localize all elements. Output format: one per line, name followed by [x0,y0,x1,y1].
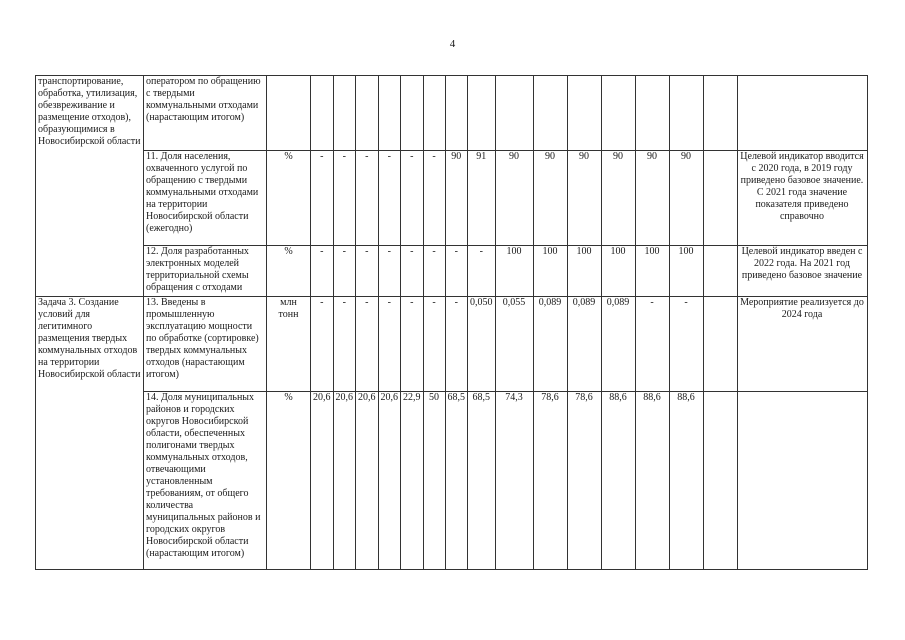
value-cell: 90 [669,151,703,246]
value-cell: - [635,297,669,392]
value-cell [356,76,379,151]
unit-cell [267,76,311,151]
value-cell: 74,3 [495,392,533,570]
value-cell: - [311,151,334,246]
value-cell: - [445,297,468,392]
value-cell: 100 [601,246,635,297]
value-cell: - [468,246,496,297]
value-cell: - [378,246,401,297]
value-cell [378,76,401,151]
value-cell: 0,089 [601,297,635,392]
value-cell: 78,6 [567,392,601,570]
value-cell: 68,5 [445,392,468,570]
value-cell: - [423,297,445,392]
table-row [36,392,868,570]
value-cell: - [423,151,445,246]
value-cell [495,76,533,151]
task-cell: транспортирование, обработка, утилизация, обезвреживание и размещение отходов), образующимися в Новосибирской области [36,76,144,297]
note-cell: Целевой индикатор введен с 2022 года. На 2021 год приведено базовое значение [737,246,867,297]
unit-cell: % [267,151,311,246]
value-cell: 22,9 [401,392,424,570]
value-cell: - [311,246,334,297]
indicator-cell: 11. Доля населения, охваченного услугой по обращению с твердыми коммунальными отходами на территории Новосибирской области (ежегодно) [144,151,267,246]
value-cell: 90 [495,151,533,246]
value-cell: 0,089 [567,297,601,392]
note-cell: Мероприятие реализуется до 2024 года [737,297,867,392]
value-cell [703,392,737,570]
value-cell [703,246,737,297]
value-cell [311,76,334,151]
value-cell: - [333,151,356,246]
value-cell: - [669,297,703,392]
value-cell: 91 [468,151,496,246]
value-cell [468,76,496,151]
value-cell: 0,089 [533,297,567,392]
table-row [36,76,868,151]
value-cell: - [401,151,424,246]
value-cell: - [378,297,401,392]
value-cell: - [378,151,401,246]
unit-cell: млн тонн [267,297,311,392]
value-cell: - [356,151,379,246]
value-cell [703,76,737,151]
value-cell [635,76,669,151]
value-cell: - [311,297,334,392]
value-cell: 20,6 [333,392,356,570]
value-cell: - [333,297,356,392]
value-cell: 90 [445,151,468,246]
unit-cell: % [267,392,311,570]
value-cell: 100 [635,246,669,297]
value-cell: 78,6 [533,392,567,570]
value-cell: 0,055 [495,297,533,392]
value-cell [703,297,737,392]
indicator-cell: 14. Доля муниципальных районов и городских округов Новосибирской области, обеспеченных полигонами твердых коммунальных отходов, отвечающими установленным требованиям, от общего количества муниципальных районов и городских округов Новосибирской области (нарастающим итогом) [144,392,267,570]
value-cell: 100 [495,246,533,297]
value-cell [423,76,445,151]
value-cell: 90 [635,151,669,246]
value-cell: 100 [533,246,567,297]
value-cell: 90 [567,151,601,246]
value-cell: - [445,246,468,297]
note-cell [737,392,867,570]
table-row [36,246,868,297]
value-cell [533,76,567,151]
value-cell: - [401,246,424,297]
value-cell [703,151,737,246]
note-cell [737,76,867,151]
value-cell [601,76,635,151]
value-cell: - [401,297,424,392]
page-number: 4 [449,38,456,50]
value-cell: 88,6 [669,392,703,570]
value-cell: 88,6 [601,392,635,570]
value-cell [567,76,601,151]
value-cell: 0,050 [468,297,496,392]
indicator-cell: оператором по обращению с твердыми коммунальными отходами (нарастающим итогом) [144,76,267,151]
value-cell [445,76,468,151]
value-cell: 90 [533,151,567,246]
value-cell: 100 [669,246,703,297]
value-cell: 90 [601,151,635,246]
task-cell: Задача 3. Создание условий для легитимного размещения твердых коммунальных отходов на территории Новосибирской области [36,297,144,570]
value-cell [401,76,424,151]
value-cell: 100 [567,246,601,297]
value-cell: 68,5 [468,392,496,570]
note-cell: Целевой индикатор вводится с 2020 года, в 2019 году приведено базовое значение. С 2021 года значение показателя приведено справочно [737,151,867,246]
value-cell: - [356,246,379,297]
indicator-cell: 12. Доля разработанных электронных моделей территориальной схемы обращения с отходами [144,246,267,297]
value-cell: - [333,246,356,297]
indicator-cell: 13. Введены в промышленную эксплуатацию мощности по обработке (сортировке) твердых коммунальных отходов (нарастающим итогом) [144,297,267,392]
table-row [36,151,868,246]
value-cell: - [356,297,379,392]
value-cell [669,76,703,151]
value-cell: 20,6 [311,392,334,570]
value-cell [333,76,356,151]
table-row [36,297,868,392]
indicators-table [35,75,868,570]
value-cell: 20,6 [356,392,379,570]
value-cell: 88,6 [635,392,669,570]
value-cell: 50 [423,392,445,570]
value-cell: 20,6 [378,392,401,570]
unit-cell: % [267,246,311,297]
value-cell: - [423,246,445,297]
